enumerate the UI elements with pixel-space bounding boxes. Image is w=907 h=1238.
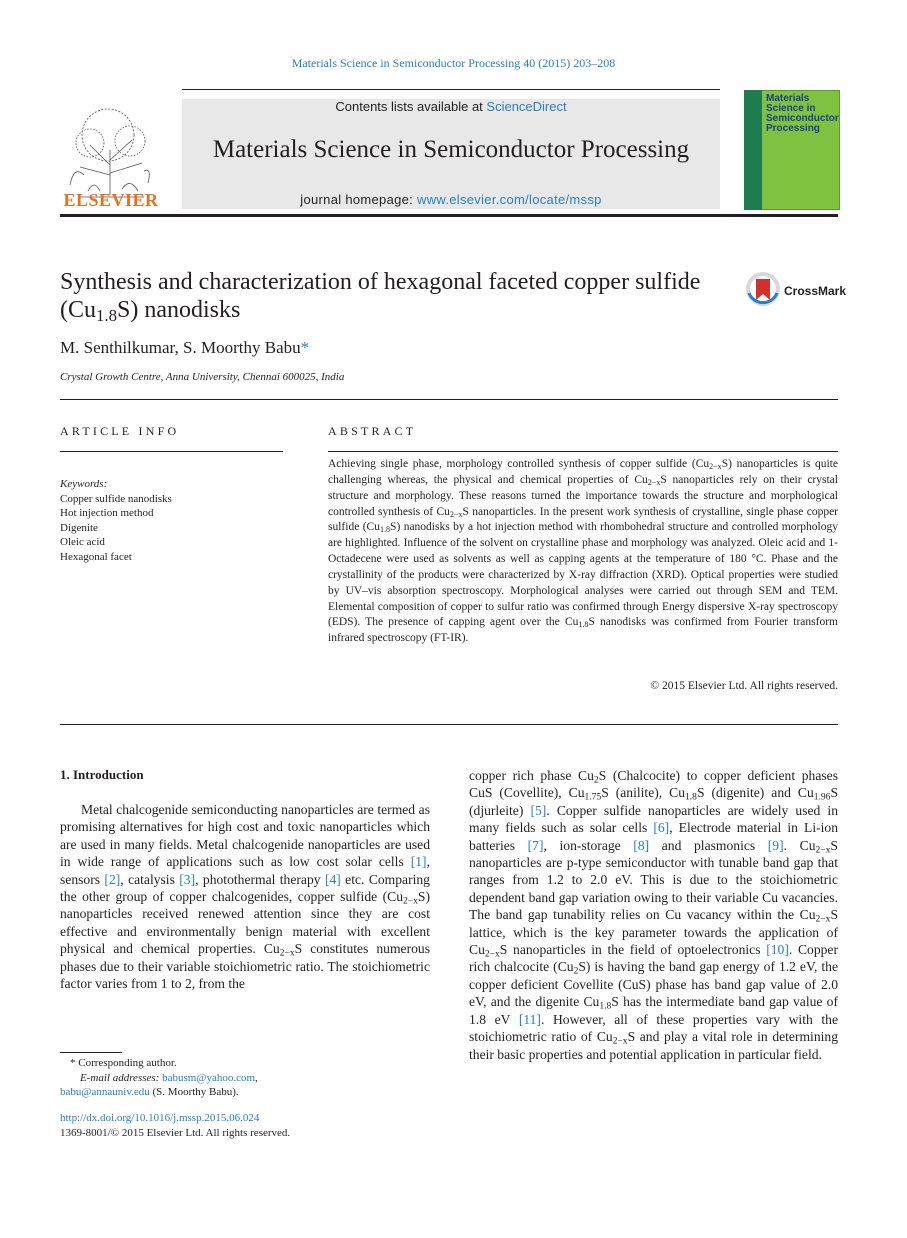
elsevier-wordmark: ELSEVIER [63,190,159,210]
sciencedirect-link[interactable]: ScienceDirect [486,99,567,114]
journal-reference[interactable]: Materials Science in Semiconductor Processing 40 (2015) 203–208 [291,56,616,70]
citation-link[interactable]: [1] [410,854,427,870]
crossmark-label[interactable]: CrossMark [784,284,847,298]
citation-link[interactable]: [6] [653,820,670,836]
crossmark-icon[interactable] [745,271,781,307]
divider [60,724,838,725]
divider [60,399,838,400]
abstract-rule [328,451,838,452]
introduction-heading: 1. Introduction [60,767,144,782]
citation-link[interactable]: [4] [324,871,341,887]
abstract-copyright: © 2015 Elsevier Ltd. All rights reserved. [650,680,838,692]
homepage-prefix: journal homepage: [300,192,417,207]
abstract-text: Achieving single phase, morphology controlled synthesis of copper sulfide $(Cu_{2-x}S)$ nanoparticles is quite challenging whereas, the physical and chemical properties of $Cu_{2-x}S$ nanoparticles rely on their crystal structure and morphology. These reasons turned the importance towards the structure and morphological controlled synthesis of $Cu_{2-x}S$ nanoparticles. In the present work synthesis of crystalline, single phase copper sulfide $(Cu_{1.8}S)$ nanodisks by a hot injection method with rhombohedral structure and controlled morphology are highlighted. Influence of the solvent on crystalline phase and morphology was analyzed. Oleic acid and 1-Octadecene were used as solvents as well as capping agents at the temperature of 180 °C. Phase and the crystallinity of the products were characterized by X-ray diffraction (XRD). Optical properties were studied by UV–vis absorption spectroscopy. Morphological analyses were carried out through SEM and TEM. Elemental composition of copper to sulfur ratio was confirmed through Energy dispersive X-ray spectroscopy (EDS). The presence of capping agent over the $Cu_{1.8}S$ nanodisks was confirmed from Fourier transform infrared spectroscopy (FT-IR). [328,458,839,645]
corresponding-author-note: * Corresponding author. [70,1057,177,1069]
email-label: E-mail addresses: [80,1071,163,1084]
title-text-2: S) nanodisks [116,297,241,323]
homepage-link[interactable]: www.elsevier.com/locate/mssp [417,192,602,207]
citation-link[interactable]: [9] [767,837,784,853]
citation-link[interactable]: [11] [518,1011,541,1027]
keyword: Oleic acid [60,536,105,549]
footnote-rule [60,1052,122,1053]
citation-link[interactable]: [2] [104,871,121,887]
abstract-heading: ABSTRACT [328,424,417,438]
email-link[interactable]: babusm@yahoo.com [162,1071,256,1084]
corresponding-author-mark[interactable]: * [300,338,310,357]
author-names: M. Senthilkumar, S. Moorthy Babu [60,338,301,357]
keywords-list [60,492,172,564]
journal-homepage [182,192,720,207]
introduction-column-left: Metal chalcogenide semiconducting nanoparticles are termed as promising alternatives for high cost and toxic nanoparticles which are used in many fields. Metal chalcogenide nanoparticles are used in wide range of applications such as low cost solar cells [1], sensors [2], catalysis [3], photothermal therapy [4] etc. Comparing the other group of copper chalcogenides, copper sulfide $(Cu_{2-x}S)$ nanoparticles received renewed attention since they are cost effective and environmentally benign material with excellent physical and chemical properties. $Cu_{2-x}S$ constitutes numerous phases due to their variable stoichiometric ratio. The stoichiometric factor varies from 1 to 2, from the [60,802,430,992]
journal-cover-title: Materials Science in Semiconductor Processing [766,93,839,134]
header-divider [60,214,838,217]
affiliation: Crystal Growth Centre, Anna University, Chennai 600025, India [60,371,345,383]
keyword: Hexagonal facet [60,550,132,563]
citation-link[interactable]: [7] [527,837,544,853]
citation-link[interactable]: [8] [633,837,650,853]
keyword: Hot injection method [60,507,154,520]
title-subscript: 1.8 [96,306,117,326]
contents-availability [182,99,720,114]
title-text-1: Synthesis and characterization of hexagonal faceted copper sulfide (Cu [60,269,701,323]
article-title [60,268,730,324]
keyword: Digenite [60,521,98,534]
citation-link[interactable]: [5] [530,802,547,818]
citation-link[interactable]: [3] [179,871,196,887]
footnote: * Corresponding author. E-mail addresses: babusm@yahoo.com, babu@annauniv.edu (S. Moorthy Babu). [60,1056,430,1100]
header-top-rule [182,89,720,90]
journal-name: Materials Science in Semiconductor Processing [212,136,690,163]
article-info-rule [60,451,283,452]
citation-link[interactable]: [10] [766,942,789,958]
doi-link[interactable]: http://dx.doi.org/10.1016/j.mssp.2015.06.024 [60,1112,260,1124]
keyword: Copper sulfide nanodisks [60,493,172,505]
email-owner: (S. Moorthy Babu). [149,1086,239,1098]
journal-cover-stripe [744,90,762,210]
article-info-heading: ARTICLE INFO [60,424,180,438]
keywords-label: Keywords: [60,478,108,490]
authors [60,338,309,358]
introduction-column-right: copper rich phase $Cu_2S$ (Chalcocite) to copper deficient phases CuS (Covellite), $Cu_{1.75}S$ (anilite), $Cu_{1.8}S$ (digenite) and $Cu_{1.96}S$ (djurleite) [5]. Copper sulfide nanoparticles are widely used in many fields such as solar cells [6], Electrode material in Li-ion batteries [7], ion-storage [8] and plasmonics [9]. $Cu_{2-x}S$ nanoparticles are p-type semiconductor with tunable band gap that ranges from 1.2 to 2.0 eV. This is due to the stoichiometric dependent band gap variation owing to their variable Cu vacancies. The band gap tunability relies on Cu vacancy within the $Cu_{2-x}S$ lattice, which is the key parameter towards the application of $Cu_{2-x}S$ nanoparticles in the field of optoelectronics [10]. Copper rich chalcocite $(Cu_2S)$ is having the band gap energy of 1.2 eV, the copper deficient Covellite (CuS) phase has band gap value of 2.0 eV, and the digenite $Cu_{1.8}S$ has the intermediate band gap value of 1.8 eV [11]. However, all of these properties vary with the stoichiometric ratio of $Cu_{2-x}S$ and play a vital role in determining their basic properties and potential application in particular field. [469,768,839,1062]
issn-copyright: 1369-8001/© 2015 Elsevier Ltd. All rights reserved. [60,1127,291,1139]
contents-prefix: Contents lists available at [335,99,487,114]
email-link[interactable]: babu@annauniv.edu [60,1086,150,1098]
